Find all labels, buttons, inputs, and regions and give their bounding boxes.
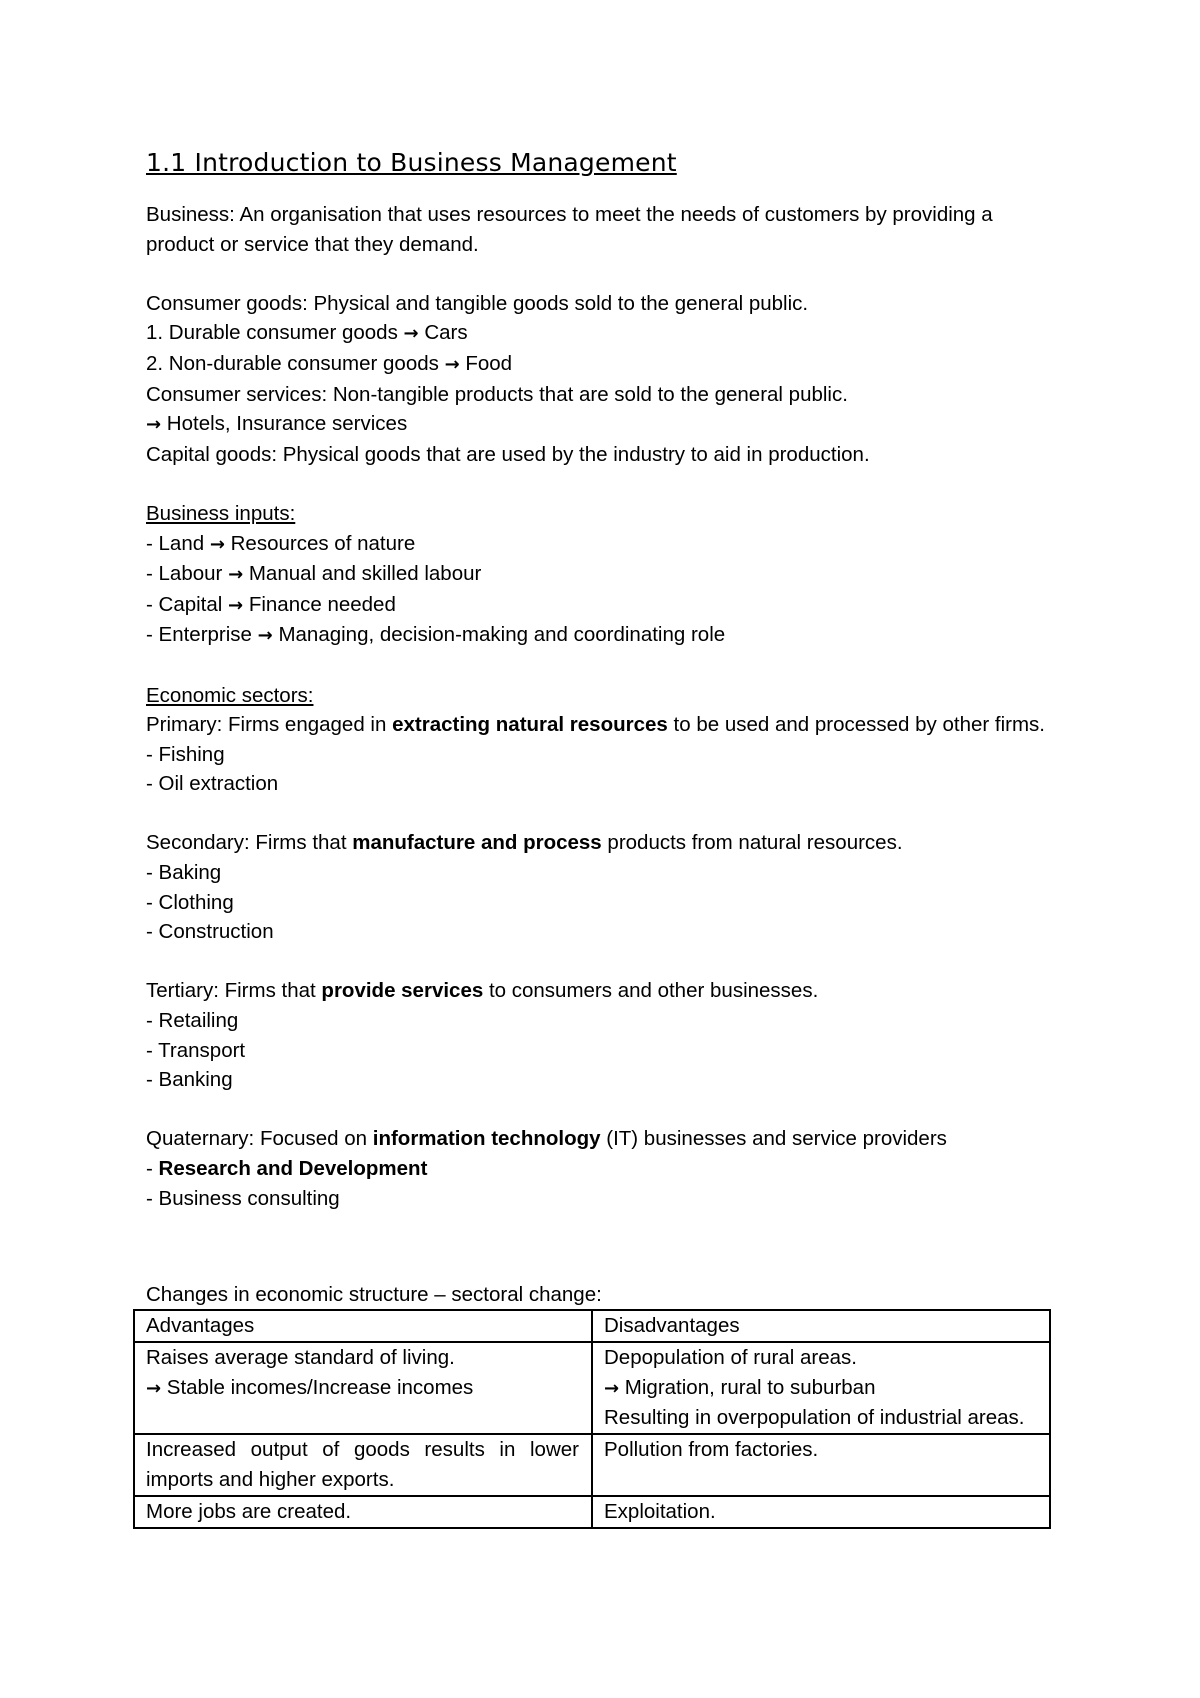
list-item [146,349,1066,380]
list-item-example: Managing, decision-making and coordinating role [272,623,726,647]
list-item: - Transport [146,1038,246,1062]
list-item [146,620,1066,651]
consumer-goods-definition: Consumer goods: Physical and tangible goods sold to the general public. [146,291,809,315]
document-page [146,140,1066,1213]
sectors-heading: Economic sectors: [146,683,314,707]
list-item-example: Finance needed [243,592,396,616]
cell-line: Resulting in overpopulation of industrial areas. [604,1406,1025,1430]
list-item-example: Manual and skilled labour [243,562,482,586]
list-item [146,529,1066,560]
sectoral-change-table [133,1309,1051,1529]
list-item [146,559,1066,590]
quaternary-post: (IT) businesses and service providers [600,1127,947,1151]
list-item-label: - Labour [146,562,229,586]
list-item-example: Food [459,351,513,375]
list-item [146,590,1066,621]
changes-caption: Changes in economic structure – sectoral change: [146,1283,602,1306]
arrow-right-icon: → [228,594,244,616]
business-text: An organisation that uses resources to meet the needs of customers by providing a product or service that they demand. [146,203,993,256]
table-cell-disadvantage [592,1342,1050,1434]
arrow-right-icon: → [444,353,460,375]
list-item-label: - Land [146,531,210,555]
cell-line [604,1373,1037,1404]
list-item-example: Cars [418,321,468,345]
table-cell-disadvantage: Exploitation. [592,1496,1050,1528]
quaternary-pre: Quaternary: Focused on [146,1127,373,1151]
quaternary-bold: information technology [372,1127,601,1151]
list-item: - Clothing [146,890,234,914]
table-header-advantages: Advantages [134,1310,592,1342]
cell-line: Raises average standard of living. [146,1345,455,1369]
list-item: - Retailing [146,1009,239,1033]
list-item-bold: Research and Development [158,1157,428,1180]
tertiary-post: to consumers and other businesses. [483,979,819,1003]
capital-goods-definition: Capital goods: Physical goods that are used by the industry to aid in production. [146,442,870,466]
list-item: - Banking [146,1068,233,1092]
cell-line: Depopulation of rural areas. [604,1345,857,1369]
cell-line-text: Migration, rural to suburban [619,1375,876,1399]
consumer-services-definition: Consumer services: Non-tangible products that are sold to the general public. [146,382,848,406]
primary-sector [146,710,1066,740]
list-item: - Oil extraction [146,772,279,796]
table-cell-advantage [134,1342,592,1434]
arrow-right-icon: → [228,564,244,586]
table-header-row [134,1310,1050,1342]
arrow-right-icon: → [209,533,225,555]
list-item-label: - Capital [146,592,229,616]
arrow-right-icon: → [146,414,162,436]
table-header-disadvantages: Disadvantages [592,1310,1050,1342]
cell-line-text: Stable incomes/Increase incomes [161,1375,474,1399]
list-item-example: Hotels, Insurance services [161,412,408,436]
tertiary-sector [146,976,1066,1006]
arrow-right-icon: → [604,1377,620,1399]
business-term: Business: [146,203,235,226]
list-item [146,318,1066,349]
list-item: - Business consulting [146,1186,340,1210]
page-title: 1.1 Introduction to Business Management [146,148,677,177]
arrow-right-icon: → [257,625,273,647]
list-item [146,409,1066,440]
table-row [134,1342,1050,1434]
business-definition [146,200,1066,259]
secondary-sector [146,828,1066,858]
table-cell-disadvantage: Pollution from factories. [592,1434,1050,1496]
table-cell-advantage: Increased output of goods results in lower imports and higher exports. [134,1434,592,1496]
list-item-dash: - [146,1157,159,1180]
table-row [134,1434,1050,1496]
primary-pre: Primary: Firms engaged in [146,713,393,737]
inputs-heading: Business inputs: [146,501,296,525]
arrow-right-icon: → [403,323,419,345]
table-row [134,1496,1050,1528]
secondary-pre: Secondary: Firms that [146,831,353,855]
primary-bold: extracting natural resources [392,713,668,737]
list-item-label: - Enterprise [146,623,258,647]
list-item [146,1154,1066,1184]
list-item: - Construction [146,920,274,944]
cell-line [146,1373,579,1404]
list-item-example: Resources of nature [224,531,416,555]
list-item: - Baking [146,861,222,885]
quaternary-sector [146,1124,1066,1154]
table-cell-advantage: More jobs are created. [134,1496,592,1528]
arrow-right-icon: → [146,1377,162,1399]
tertiary-bold: provide services [321,979,484,1003]
list-item-label: 1. Durable consumer goods [146,321,404,345]
primary-post: to be used and processed by other firms. [667,713,1046,737]
list-item-label: 2. Non-durable consumer goods [146,351,445,375]
tertiary-pre: Tertiary: Firms that [146,979,322,1003]
secondary-bold: manufacture and process [352,831,602,855]
list-item: - Fishing [146,742,225,766]
secondary-post: products from natural resources. [601,831,903,855]
